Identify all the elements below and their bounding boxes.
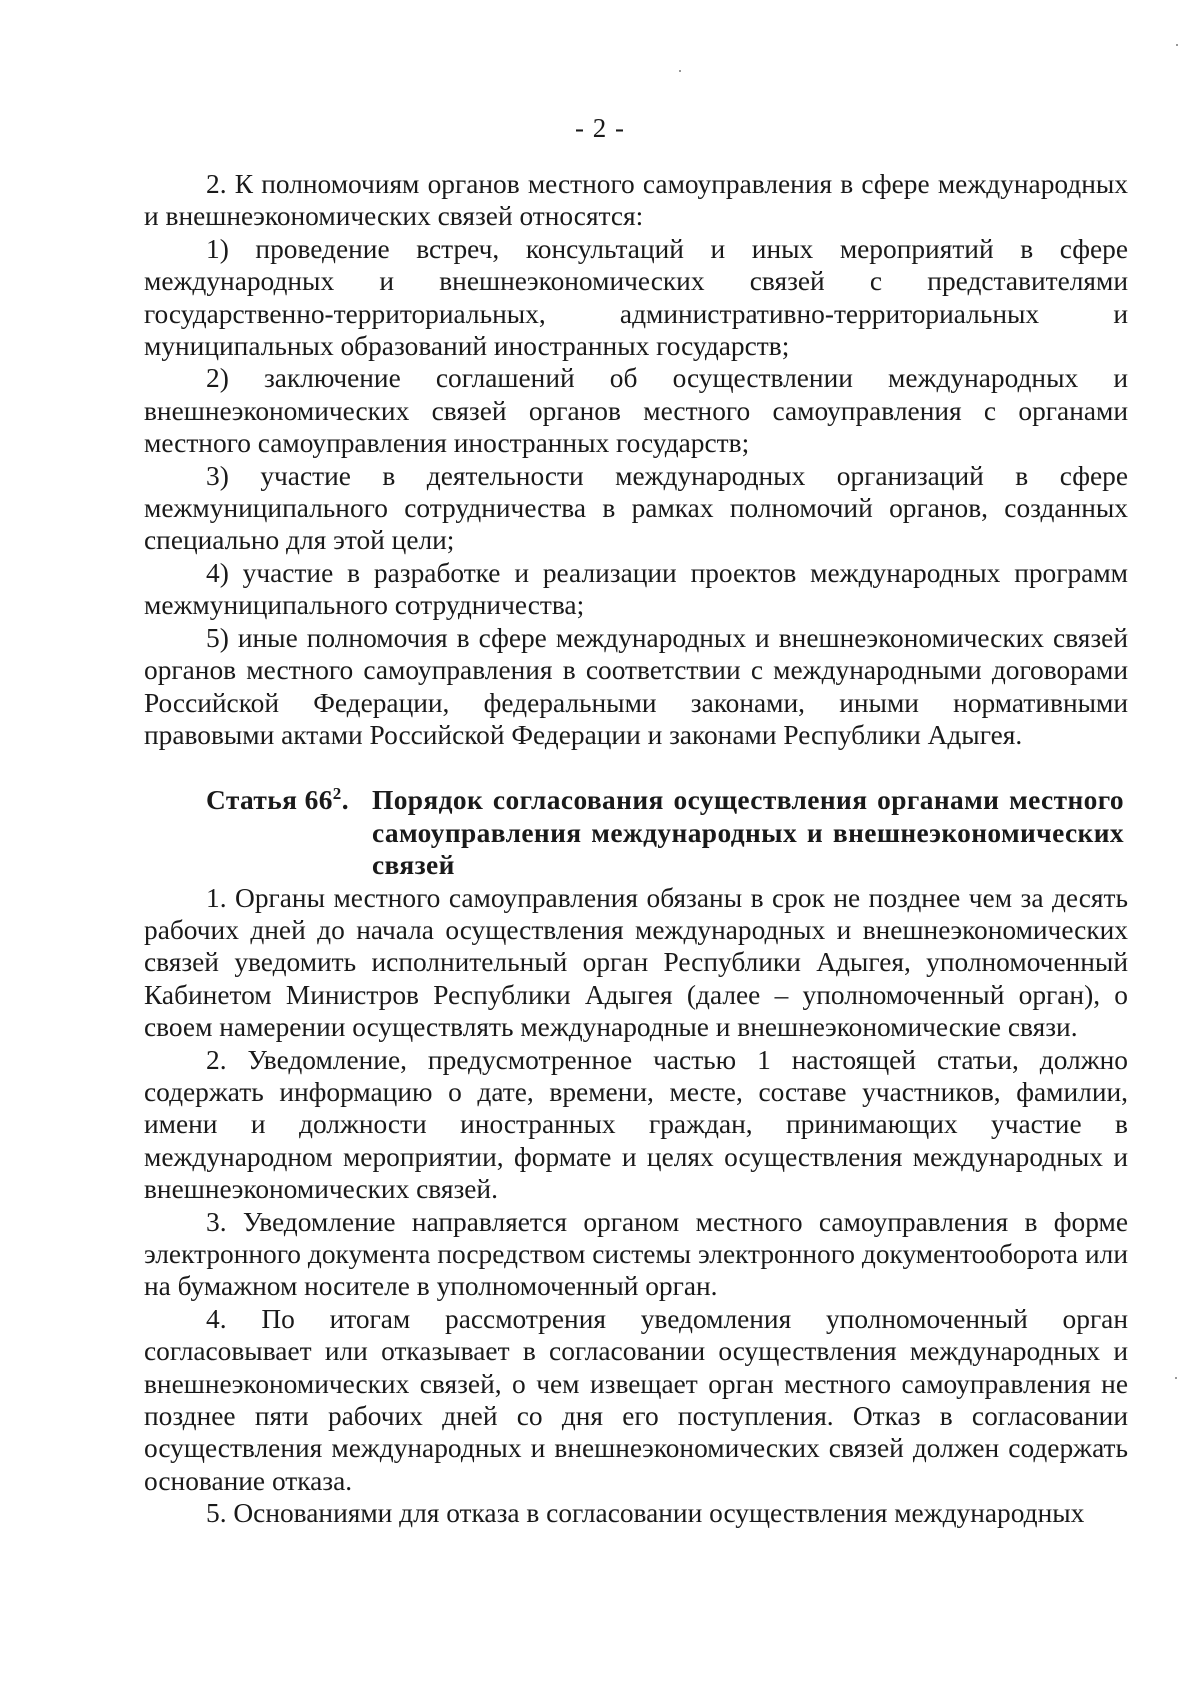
section1-item-2: 2) заключение соглашений об осуществлении международных и внешнеэкономических связей органов местного самоуправления с органами местного самоуправления иностранных государств; [144,363,1128,459]
article-label-superscript: 2 [332,784,342,804]
section1-item-5: 5) иные полномочия в сфере международных и внешнеэкономических связей органов местного самоуправления в соответствии с международными договорами Российской Федерации, федеральными законами, иными нормативными правовыми актами Российской Федерации и законами Республики Адыгея. [144,622,1128,750]
section2-paragraph-4: 4. По итогам рассмотрения уведомления уполномоченный орган согласовывает или отказывает в согласовании осуществления международных и внешнеэкономических связей, о чем извещает орган местного самоуправления не позднее пяти рабочих дней со дня его поступления. Отказ в согласовании осуществления международных и внешнеэкономических связей должен содержать основание отказа. [144,1303,1128,1496]
article-label-prefix: Статья 66 [206,785,333,816]
section2-paragraph-1: 1. Органы местного самоуправления обязаны в срок не позднее чем за десять рабочих дней до начала осуществления международных и внешнеэкономических связей уведомить исполнительный орган Республики Адыгея, уполномоченный Кабинетом Министров Республики Адыгея (далее – уполномоченный орган), о своем намерении осуществлять международные и внешнеэкономические связи. [144,882,1128,1043]
section1-intro: 2. К полномочиям органов местного самоуправления в сфере международных и внешнеэкономических связей относятся: [144,169,1128,232]
article-title: Порядок согласования осуществления органами местного самоуправления международных и внешнеэкономических связей [372,785,1124,881]
section1-item-1: 1) проведение встреч, консультаций и иных мероприятий в сфере международных и внешнеэкономических связей с представителями государственно-территориальных, административно-территориальных и муниципальных образований иностранных государств; [144,233,1128,362]
page-number: - 2 - [575,113,625,143]
article-label-suffix: . [341,785,349,816]
section2-paragraph-3: 3. Уведомление направляется органом местного самоуправления в форме электронного документа посредством системы электронного документооборота или на бумажном носителе в уполномоченный орган. [144,1206,1128,1302]
section2-paragraph-5: 5. Основаниями для отказа в согласовании осуществления международных [206,1498,1085,1529]
section2-paragraph-2: 2. Уведомление, предусмотренное частью 1 настоящей статьи, должно содержать информацию о дате, времени, месте, составе участников, фамилии, имени и должности иностранных граждан, принимающих участие в международном мероприятии, формате и целях осуществления международных и внешнеэкономических связей. [144,1044,1128,1205]
article-heading [144,784,1128,881]
section1-item-4: 4) участие в разработке и реализации проектов международных программ межмуниципального сотрудничества; [144,557,1128,621]
article-label [144,784,372,881]
section1-item-3: 3) участие в деятельности международных организаций в сфере межмуниципального сотрудничества в рамках полномочий органов, созданных специально для этой цели; [144,460,1128,556]
document-body [144,168,1128,1530]
scan-speck [679,70,681,72]
scan-speck [1176,44,1178,46]
scan-speck [1175,1377,1177,1379]
